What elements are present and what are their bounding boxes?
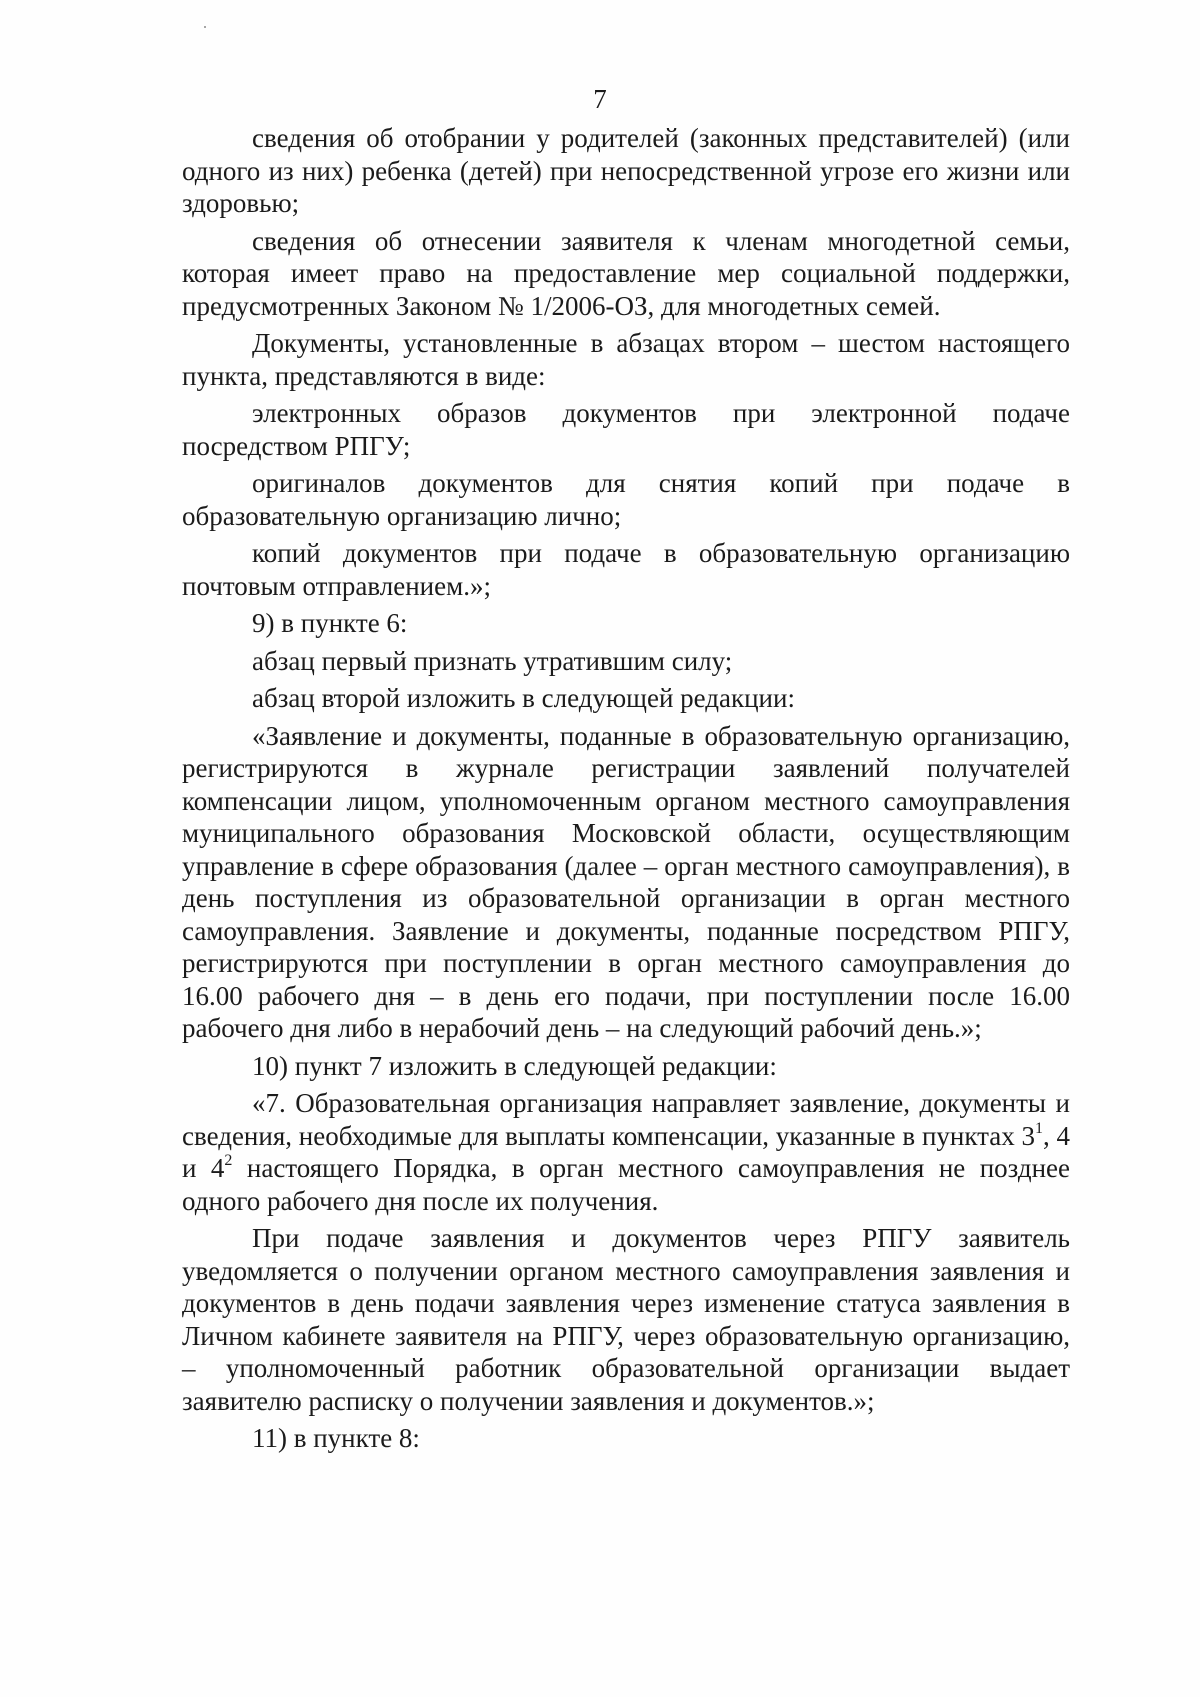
scan-speck [204, 26, 206, 28]
paragraph-second-new-text: абзац второй изложить в следующей редакции: [252, 683, 795, 713]
paragraph-copies-post: копий документов при подаче в образовательную организацию почтовым отправлением.»; [182, 538, 1070, 601]
superscript-1: 1 [1034, 1119, 1043, 1137]
point-7-text-c: настоящего Порядка, в орган местного самоуправления не позднее одного рабочего дня после их получения. [182, 1153, 1070, 1216]
page-number: 7 [593, 84, 607, 114]
paragraph-documents-form: Документы, установленные в абзацах втором – шестом настоящего пункта, представляются в виде: [182, 328, 1070, 391]
paragraph-item-11: 11) в пункте 8: [252, 1423, 420, 1453]
paragraph-point-7 [182, 1087, 1070, 1217]
paragraph-large-family-info: сведения об отнесении заявителя к членам многодетной семьи, которая имеет право на предоставление мер социальной поддержки, предусмотренных Законом № 1/2006-ОЗ, для многодетных семей. [182, 225, 1070, 321]
paragraph-notification: При подаче заявления и документов через РПГУ заявитель уведомляется о получении органом местного самоуправления заявления и документов в день подачи заявления через изменение статуса заявления в Личном кабинете заявителя на РПГУ, через образовательную организацию, – уполномоченный работник образовательной организации выдает заявителю расписку о получении заявления и документов.»; [182, 1223, 1070, 1416]
document-body [182, 122, 1070, 1460]
point-7-text-b: , 4 и 4 [182, 1120, 1070, 1183]
paragraph-item-10: 10) пункт 7 изложить в следующей редакции: [252, 1050, 777, 1081]
paragraph-originals: оригиналов документов для снятия копий при подаче в образовательную организацию лично; [182, 468, 1070, 531]
point-7-text-a: «7. Образовательная организация направляет заявление, документы и сведения, необходимые для выплаты компенсации, указанные в пунктах 3 [182, 1088, 1070, 1151]
paragraph-item-9: 9) в пункте 6: [252, 608, 408, 638]
paragraph-first-void: абзац первый признать утратившим силу; [252, 645, 733, 676]
paragraph-electronic-images: электронных образов документов при электронной подаче посредством РПГУ; [182, 398, 1070, 461]
superscript-2: 2 [224, 1152, 233, 1169]
paragraph-removal-info: сведения об отобрании у родителей (законных представителей) (или одного из них) ребенка (детей) при непосредственной угрозе его жизни или здоровью; [182, 123, 1070, 218]
paragraph-registration: «Заявление и документы, поданные в образовательную организацию, регистрируются в журнале регистрации заявлений получателей компенсации лицом, уполномоченным органом местного самоуправления муниципального образования Московской области, осуществляющим управление в сфере образования (далее – орган местного самоуправления), в день поступления из образовательной организации в орган местного самоуправления. Заявление и документы, поданные посредством РПГУ, регистрируются при поступлении в орган местного самоуправления до 16.00 рабочего дня – в день его подачи, при поступлении после 16.00 рабочего дня либо в нерабочий день – на следующий рабочий день.»; [182, 720, 1070, 1043]
